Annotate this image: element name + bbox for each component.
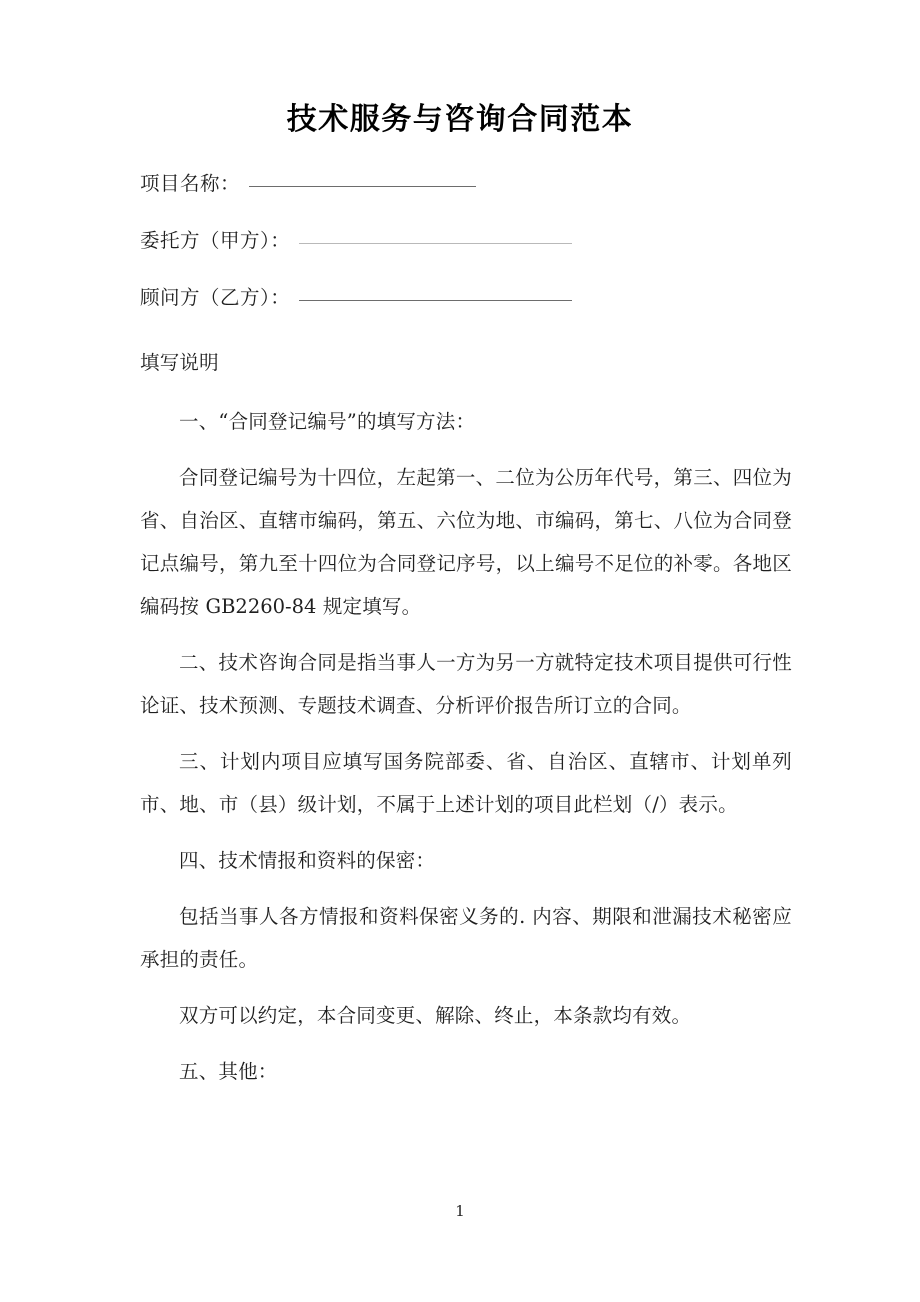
page-title: 技术服务与咨询合同范本 xyxy=(286,102,634,137)
consultant-party-input[interactable] xyxy=(299,300,572,301)
standard-code-gb2260: GB2260-84 xyxy=(205,595,317,618)
form-row-project-name xyxy=(140,170,792,227)
client-party-label: 委托方（甲方）： xyxy=(140,229,291,252)
form-row-consultant-party xyxy=(140,284,792,341)
item-one-body-part1: 合同登记编号为十四位，左起第一、二位为公历年代号，第三、四位为省、自治区、直辖市编码，第五、六位为地、市编码，第七、八位为合同登记点编号，第九至十四位为合同登记序号，以上编号不足位的补零。各地区编码按 xyxy=(140,466,792,618)
document-body xyxy=(140,170,792,1093)
item-five-heading: 五、其他： xyxy=(179,1060,278,1083)
client-party-input[interactable] xyxy=(299,243,572,244)
project-name-label: 项目名称： xyxy=(140,172,241,195)
item-one-body-part2: 规定填写。 xyxy=(316,595,422,618)
consultant-party-label: 顾问方（乙方）： xyxy=(140,286,291,309)
item-one-heading: 一、“合同登记编号”的填写方法： xyxy=(179,410,476,433)
instructions-heading: 填写说明 xyxy=(140,351,219,374)
form-row-client-party xyxy=(140,227,792,284)
item-three-paragraph: 三、计划内项目应填写国务院部委、省、自治区、直辖市、计划单列市、地、市（县）级计划，不属于上述计划的项目此栏划（/）表示。 xyxy=(140,750,792,816)
item-one-body xyxy=(140,456,792,628)
page-number: 1 xyxy=(455,1202,465,1220)
item-four-heading: 四、技术情报和资料的保密： xyxy=(179,849,436,872)
project-name-input[interactable] xyxy=(249,186,476,187)
item-four-note: 双方可以约定，本合同变更、解除、终止，本条款均有效。 xyxy=(179,1004,692,1027)
item-two-paragraph: 二、技术咨询合同是指当事人一方为另一方就特定技术项目提供可行性论证、技术预测、专题技术调查、分析评价报告所订立的合同。 xyxy=(140,651,792,717)
item-four-body: 包括当事人各方情报和资料保密义务的. 内容、期限和泄漏技术秘密应承担的责任。 xyxy=(140,905,792,971)
